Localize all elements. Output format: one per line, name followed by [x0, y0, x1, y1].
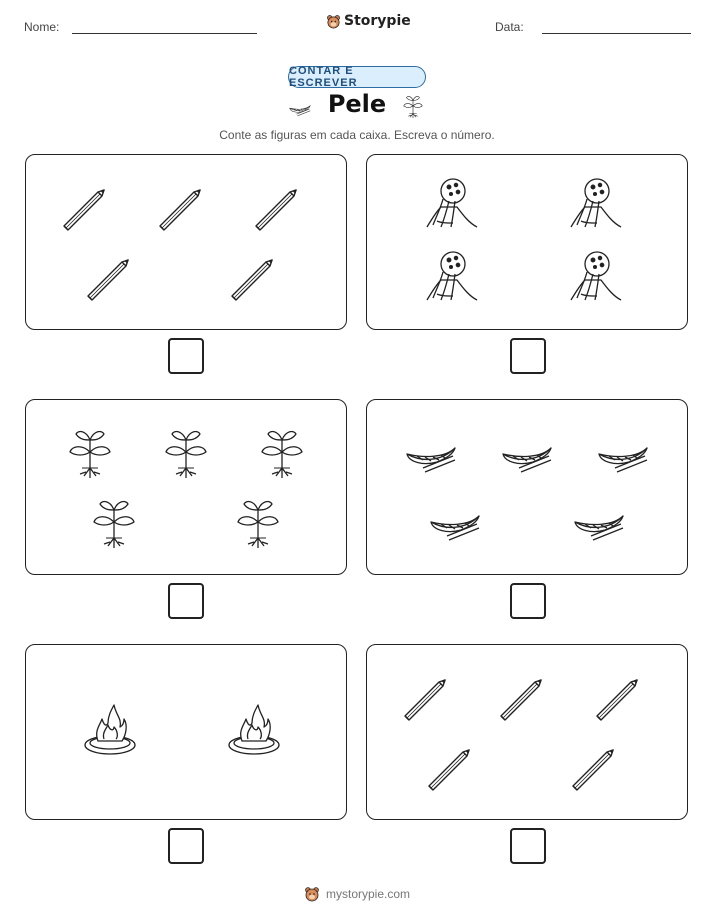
pencil-icon	[567, 740, 623, 796]
sprout-icon	[230, 494, 286, 550]
date-label: Data:	[495, 20, 524, 34]
answer-box-1[interactable]	[168, 338, 204, 374]
answer-box-5[interactable]	[168, 828, 204, 864]
sprout-icon	[158, 424, 214, 480]
instructions: Conte as figuras em cada caixa. Escreva o número.	[219, 128, 495, 142]
count-box-2	[366, 154, 688, 330]
pencil-icon	[250, 180, 306, 236]
pencil-icon	[399, 670, 455, 726]
pencil-icon	[82, 250, 138, 306]
bear-icon	[304, 886, 320, 902]
storypie-logo	[326, 13, 411, 29]
lava-volcano-icon	[567, 250, 623, 306]
name-line[interactable]	[72, 33, 257, 34]
footer	[0, 886, 714, 902]
brand-name: Storypie	[344, 13, 411, 29]
canoe-icon	[571, 496, 627, 552]
count-box-6	[366, 644, 688, 820]
answer-box-2[interactable]	[510, 338, 546, 374]
answer-box-3[interactable]	[168, 583, 204, 619]
count-box-3	[25, 399, 347, 575]
canoe-icon	[427, 496, 483, 552]
count-box-1	[25, 154, 347, 330]
pencil-icon	[154, 180, 210, 236]
page-title: Pele	[327, 90, 387, 118]
canoe-icon	[403, 428, 459, 484]
count-box-5	[25, 644, 347, 820]
canoe-icon	[595, 428, 651, 484]
lava-volcano-icon	[423, 250, 479, 306]
activity-badge: CONTAR E ESCREVER	[288, 66, 426, 88]
pencil-icon	[226, 250, 282, 306]
footer-url[interactable]: mystorypie.com	[325, 887, 411, 901]
count-box-4	[366, 399, 688, 575]
sprout-icon	[254, 424, 310, 480]
pencil-icon	[591, 670, 647, 726]
sprout-icon	[62, 424, 118, 480]
pencil-icon	[423, 740, 479, 796]
date-line[interactable]	[542, 33, 691, 34]
pencil-icon	[58, 180, 114, 236]
sprout-icon	[86, 494, 142, 550]
campfire-icon	[226, 703, 282, 759]
name-label: Nome:	[24, 20, 60, 34]
campfire-icon	[82, 703, 138, 759]
answer-box-6[interactable]	[510, 828, 546, 864]
answer-box-4[interactable]	[510, 583, 546, 619]
lava-volcano-icon	[567, 177, 623, 233]
sprout-icon	[400, 92, 426, 120]
lava-volcano-icon	[423, 177, 479, 233]
bear-icon	[326, 14, 341, 29]
pencil-icon	[495, 670, 551, 726]
canoe-icon	[499, 428, 555, 484]
